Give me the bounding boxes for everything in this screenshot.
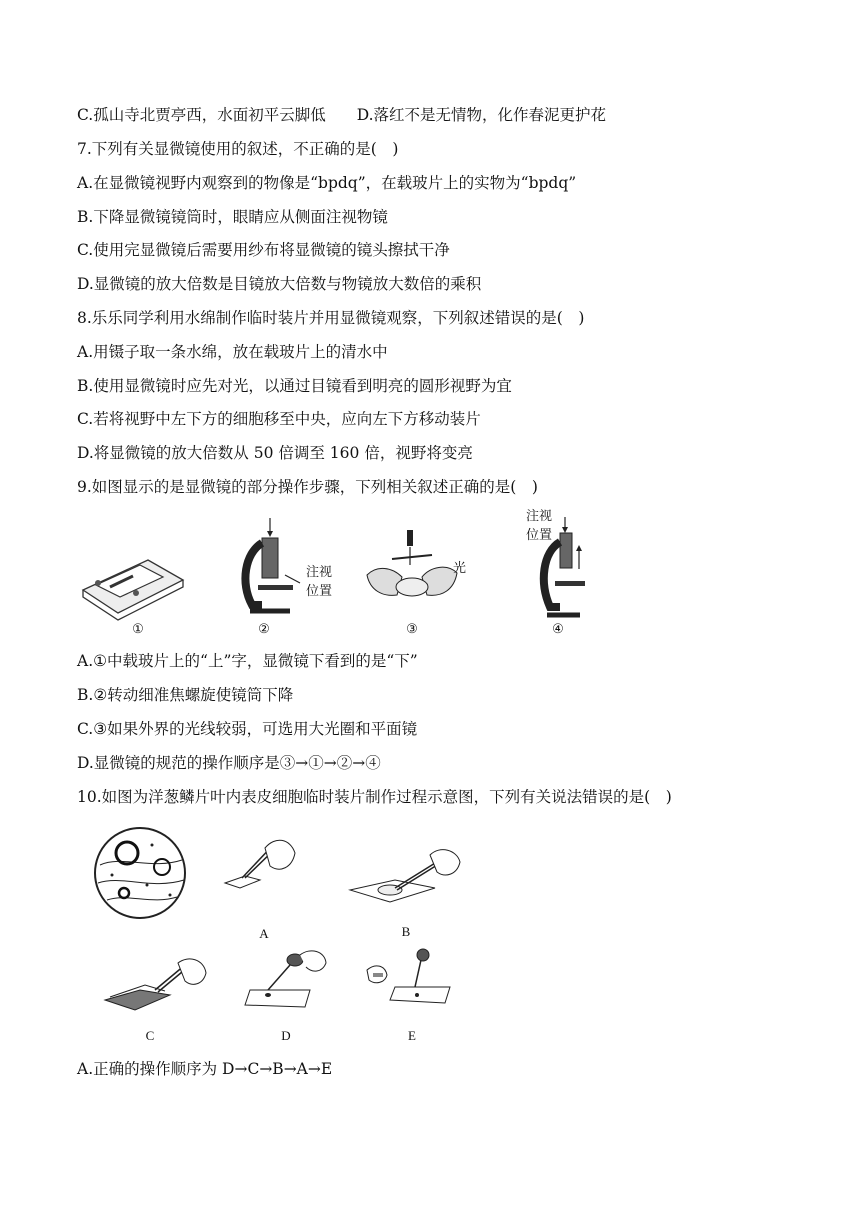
microscope-raising-illustration — [535, 517, 595, 627]
q7-option-c: C.使用完显微镜后需要用纱布将显微镜的镜头擦拭干净 — [77, 241, 450, 259]
microscope-field-view — [92, 825, 192, 925]
step-label-a: A — [259, 926, 269, 941]
gaze-position-caption-4: 注视位置 — [526, 509, 553, 543]
gaze-position-caption-2: 注视位置 — [306, 565, 333, 599]
step-label-2: ② — [258, 621, 270, 636]
step-a-illustration — [220, 828, 300, 898]
step-b-illustration — [345, 840, 465, 910]
q10-option-a: A.正确的操作顺序为 D→C→B→A→E — [77, 1060, 333, 1078]
step-label-1: ① — [132, 621, 144, 636]
q7-option-a: A.在显微镜视野内观察到的物像是“bpdq”，在载玻片上的实物为“bpdq” — [77, 174, 577, 192]
step-label-b: B — [401, 924, 411, 939]
step-e-illustration — [365, 945, 465, 1020]
step-label-c: C — [145, 1028, 155, 1043]
q7-stem: 7.下列有关显微镜使用的叙述，不正确的是( ) — [77, 140, 399, 158]
q9-option-a: A.①中载玻片上的“上”字，显微镜下看到的是“下” — [77, 652, 418, 670]
q6-options-cd: C.孤山寺北贾亭西，水面初平云脚低 D.落红不是无情物，化作春泥更护花 — [77, 106, 607, 124]
q8-stem: 8.乐乐同学利用水绵制作临时装片并用显微镜观察，下列叙述错误的是( ) — [77, 309, 585, 327]
step-label-4: ④ — [552, 621, 564, 636]
q8-option-d: D.将显微镜的放大倍数从 50 倍调至 160 倍，视野将变亮 — [77, 444, 473, 462]
q10-stem: 10.如图为洋葱鳞片叶内表皮细胞临时装片制作过程示意图，下列有关说法错误的是( ) — [77, 788, 672, 806]
step-label-d: D — [281, 1028, 291, 1043]
light-caption-3: 光 — [453, 561, 467, 576]
q8-option-a: A.用镊子取一条水绵，放在载玻片上的清水中 — [77, 343, 388, 361]
step-c-illustration — [100, 955, 210, 1025]
q7-option-d: D.显微镜的放大倍数是目镜放大倍数与物镜放大数倍的乘积 — [77, 275, 482, 293]
q9-option-b: B.②转动细准焦螺旋使镜筒下降 — [77, 686, 294, 704]
q9-option-c: C.③如果外界的光线较弱，可选用大光圈和平面镜 — [77, 720, 418, 738]
q9-option-d: D.显微镜的规范的操作顺序是③→①→②→④ — [77, 754, 381, 772]
step-label-3: ③ — [406, 621, 418, 636]
figure-10-slide-preparation — [80, 820, 500, 1055]
q9-stem: 9.如图显示的是显微镜的部分操作步骤，下列相关叙述正确的是( ) — [77, 478, 538, 496]
q7-option-b: B.下降显微镜镜筒时，眼睛应从侧面注视物镜 — [77, 208, 388, 226]
figure-9-microscope-steps — [70, 505, 590, 645]
step-d-illustration — [240, 945, 330, 1020]
q8-option-c: C.若将视野中左下方的细胞移至中央，应向左下方移动装片 — [77, 410, 481, 428]
slide-on-stage-illustration — [78, 535, 188, 625]
step-label-e: E — [408, 1028, 416, 1043]
q8-option-b: B.使用显微镜时应先对光，以通过目镜看到明亮的圆形视野为宜 — [77, 377, 512, 395]
